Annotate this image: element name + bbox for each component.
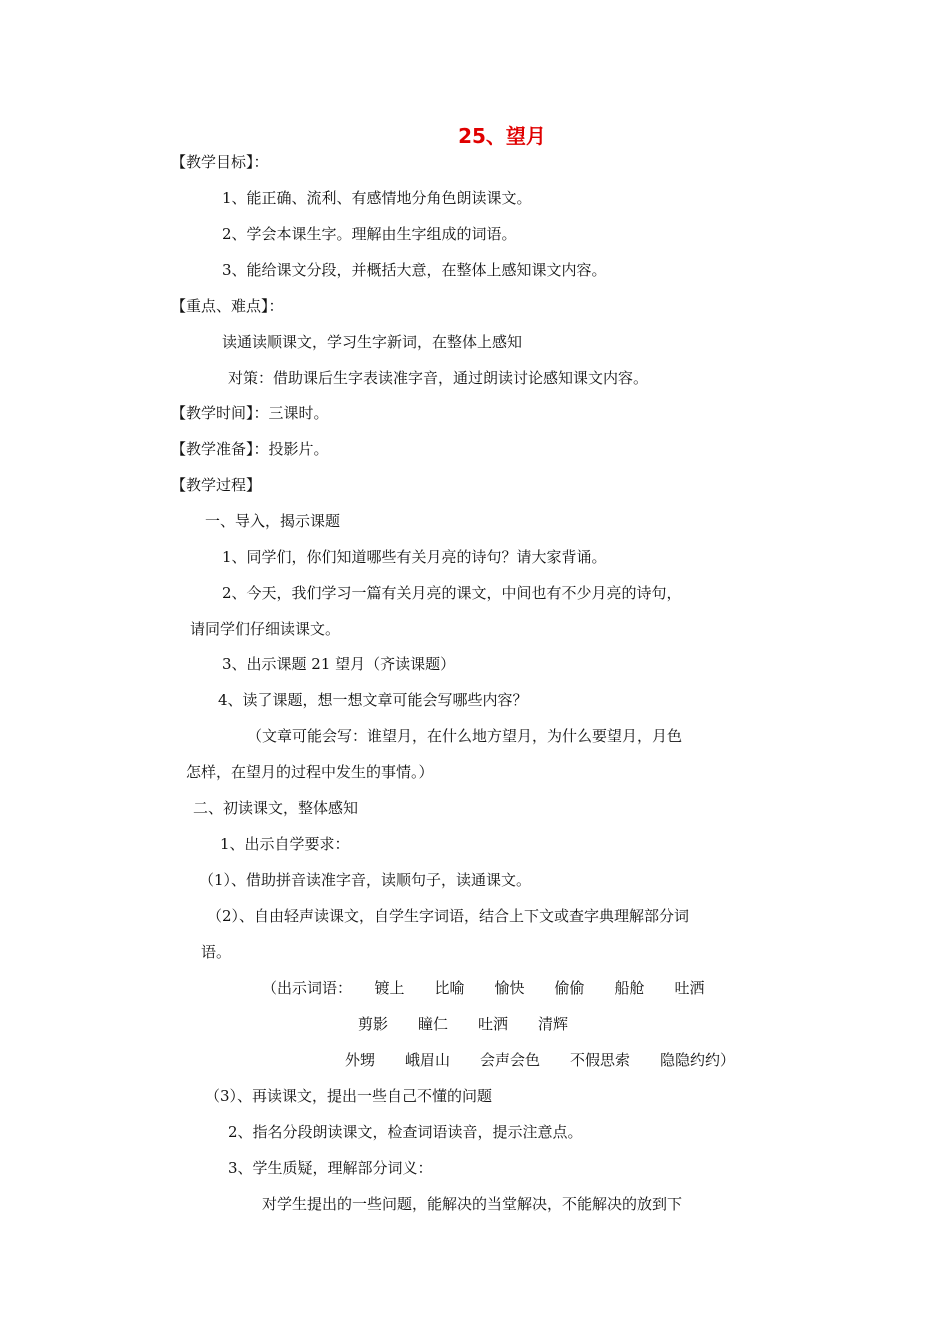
key-point-2: 对策：借助课后生字表读准字音，通过朗读讨论感知课文内容。 (228, 369, 649, 387)
objective-3: 3、能给课文分段，并概括大意，在整体上感知课文内容。 (222, 261, 607, 279)
step-2-req-2a: （2）、自由轻声读课文，自学生字词语，结合上下文或查字典理解部分词 (207, 907, 690, 925)
step-1-item-5b: 怎样，在望月的过程中发生的事情。） (186, 763, 434, 781)
document-title: 25、望月 (458, 124, 546, 148)
vocab-line-1: （出示词语： 镀上 比喻 愉快 偷偷 船舱 吐洒 (262, 979, 705, 997)
step-2-heading: 二、初读课文，整体感知 (193, 799, 359, 817)
step-2-req-2b: 语。 (201, 943, 232, 961)
teaching-time: 【教学时间】：三课时。 (171, 404, 329, 422)
vocab-line-3: 外甥 峨眉山 会声会色 不假思索 隐隐约约） (345, 1051, 736, 1069)
step-1-item-1: 1、同学们，你们知道哪些有关月亮的诗句？请大家背诵。 (222, 548, 607, 566)
vocab-line-2: 剪影 瞳仁 吐洒 清辉 (358, 1015, 569, 1033)
key-points-heading: 【重点、难点】： (171, 297, 284, 315)
step-2-item-2: 2、指名分段朗读课文，检查词语读音，提示注意点。 (228, 1123, 583, 1141)
process-heading: 【教学过程】 (171, 476, 262, 494)
teaching-prep: 【教学准备】：投影片。 (171, 440, 329, 458)
step-1-item-4: 4、读了课题，想一想文章可能会写哪些内容？ (218, 691, 528, 709)
step-1-heading: 一、导入，揭示课题 (205, 512, 341, 530)
objectives-heading: 【教学目标】： (171, 153, 269, 171)
step-2-item-1: 1、出示自学要求： (220, 835, 350, 853)
step-2-req-1: （1）、借助拼音读准字音，读顺句子，读通课文。 (199, 871, 532, 889)
step-2-req-3: （3）、再读课文，提出一些自己不懂的问题 (205, 1087, 493, 1105)
step-1-item-3: 3、出示课题 21 望月（齐读课题） (222, 655, 456, 673)
objective-2: 2、学会本课生字。理解由生字组成的词语。 (222, 225, 517, 243)
objective-1: 1、能正确、流利、有感情地分角色朗读课文。 (222, 189, 532, 207)
step-1-item-2a: 2、今天，我们学习一篇有关月亮的课文，中间也有不少月亮的诗句， (222, 584, 682, 602)
step-1-item-2b: 请同学们仔细读课文。 (190, 620, 341, 638)
step-1-item-5a: （文章可能会写：谁望月，在什么地方望月，为什么要望月，月色 (247, 727, 683, 745)
step-2-item-3: 3、学生质疑，理解部分词义： (228, 1159, 433, 1177)
key-point-1: 读通读顺课文，学习生字新词，在整体上感知 (222, 333, 523, 351)
step-2-item-4: 对学生提出的一些问题，能解决的当堂解决，不能解决的放到下 (262, 1195, 683, 1213)
